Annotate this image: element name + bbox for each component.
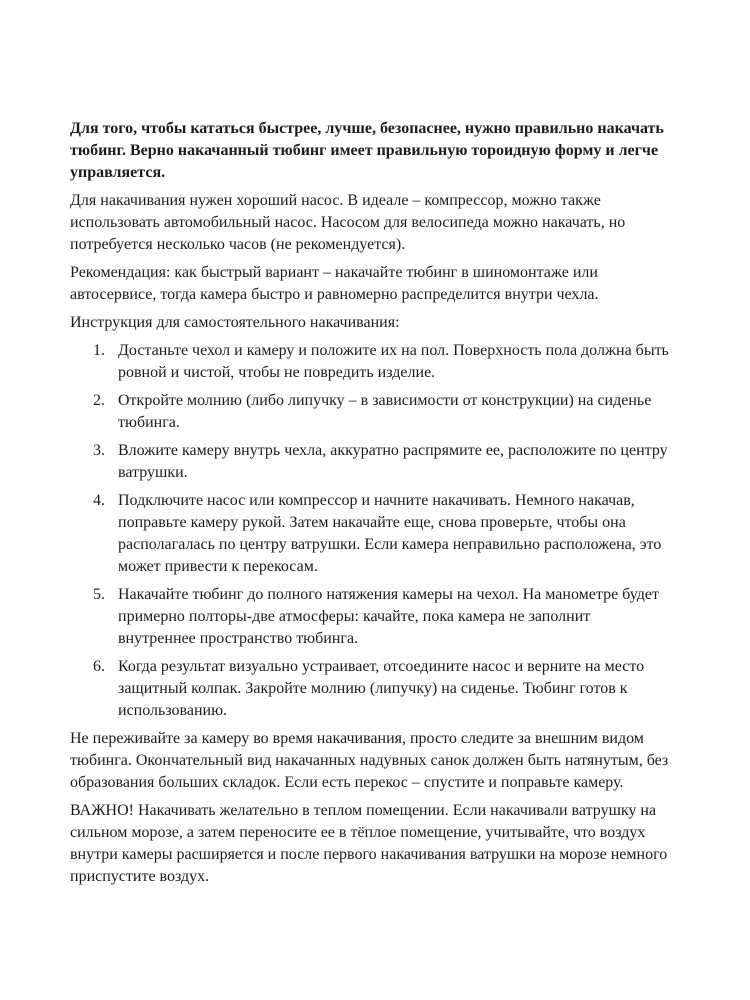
list-item-text: Накачайте тюбинг до полного натяжения камеры на чехол. На манометре будет примерно полторы-две атмосферы: качайте, пока камера не заполнит внутреннее пространство тюбинга. — [118, 586, 659, 647]
list-item — [70, 656, 670, 722]
list-item-text: Откройте молнию (либо липучку – в зависимости от конструкции) на сиденье тюбинга. — [118, 392, 652, 431]
paragraph-recommendation: Рекомендация: как быстрый вариант – накачайте тюбинг в шиномонтаже или автосервисе, тогда камера быстро и равномерно распределится внутри чехла. — [70, 264, 599, 303]
list-item-text: Когда результат визуально устраивает, отсоедините насос и верните на место защитный колпак. Закройте молнию (липучку) на сиденье. Тюбинг готов к использованию. — [118, 658, 645, 719]
list-item — [70, 340, 670, 384]
instructions-list — [70, 340, 670, 722]
list-item-number: 1. — [93, 342, 105, 359]
instructions-heading: Инструкция для самостоятельного накачивания: — [70, 314, 400, 331]
list-item-number: 4. — [93, 492, 105, 509]
list-item-text: Подключите насос или компрессор и начните накачивать. Немного накачав, поправьте камеру рукой. Затем накачайте еще, снова проверьте, чтобы она располагалась по центру ватрушки. Если камера неправильно расположена, это может привести к перекосам. — [118, 492, 662, 575]
list-item-text: Вложите камеру внутрь чехла, аккуратно распрямите ее, расположите по центру ватрушки. — [118, 442, 668, 481]
list-item-text: Достаньте чехол и камеру и положите их на пол. Поверхность пола должна быть ровной и чистой, чтобы не повредить изделие. — [118, 342, 669, 381]
list-item — [70, 584, 670, 650]
list-item-number: 6. — [93, 658, 105, 675]
list-item — [70, 490, 670, 578]
paragraph-important: ВАЖНО! Накачивать желательно в теплом помещении. Если накачивали ватрушку на сильном морозе, а затем переносите ее в тёплое помещение, учитывайте, что воздух внутри камеры расширяется и после первого накачивания ватрушки на морозе немного приспустите воздух. — [70, 802, 668, 885]
list-item-number: 2. — [93, 392, 105, 409]
paragraph-monitoring: Не переживайте за камеру во время накачивания, просто следите за внешним видом тюбинга. Окончательный вид накачанных надувных санок должен быть натянутым, без образования больших складок. Если есть перекос – спустите и поправьте камеру. — [70, 730, 669, 791]
list-item — [70, 390, 670, 434]
list-item — [70, 440, 670, 484]
paragraph-pump: Для накачивания нужен хороший насос. В идеале – компрессор, можно также использовать автомобильный насос. Насосом для велосипеда можно накачать, но потребуется несколько часов (не рекомендуется). — [70, 192, 626, 253]
list-item-number: 5. — [93, 586, 105, 603]
list-item-number: 3. — [93, 442, 105, 459]
paragraph-intro: Для того, чтобы кататься быстрее, лучше, безопаснее, нужно правильно накачать тюбинг. Верно накачанный тюбинг имеет правильную тороидную форму и легче управляется. — [70, 120, 664, 181]
